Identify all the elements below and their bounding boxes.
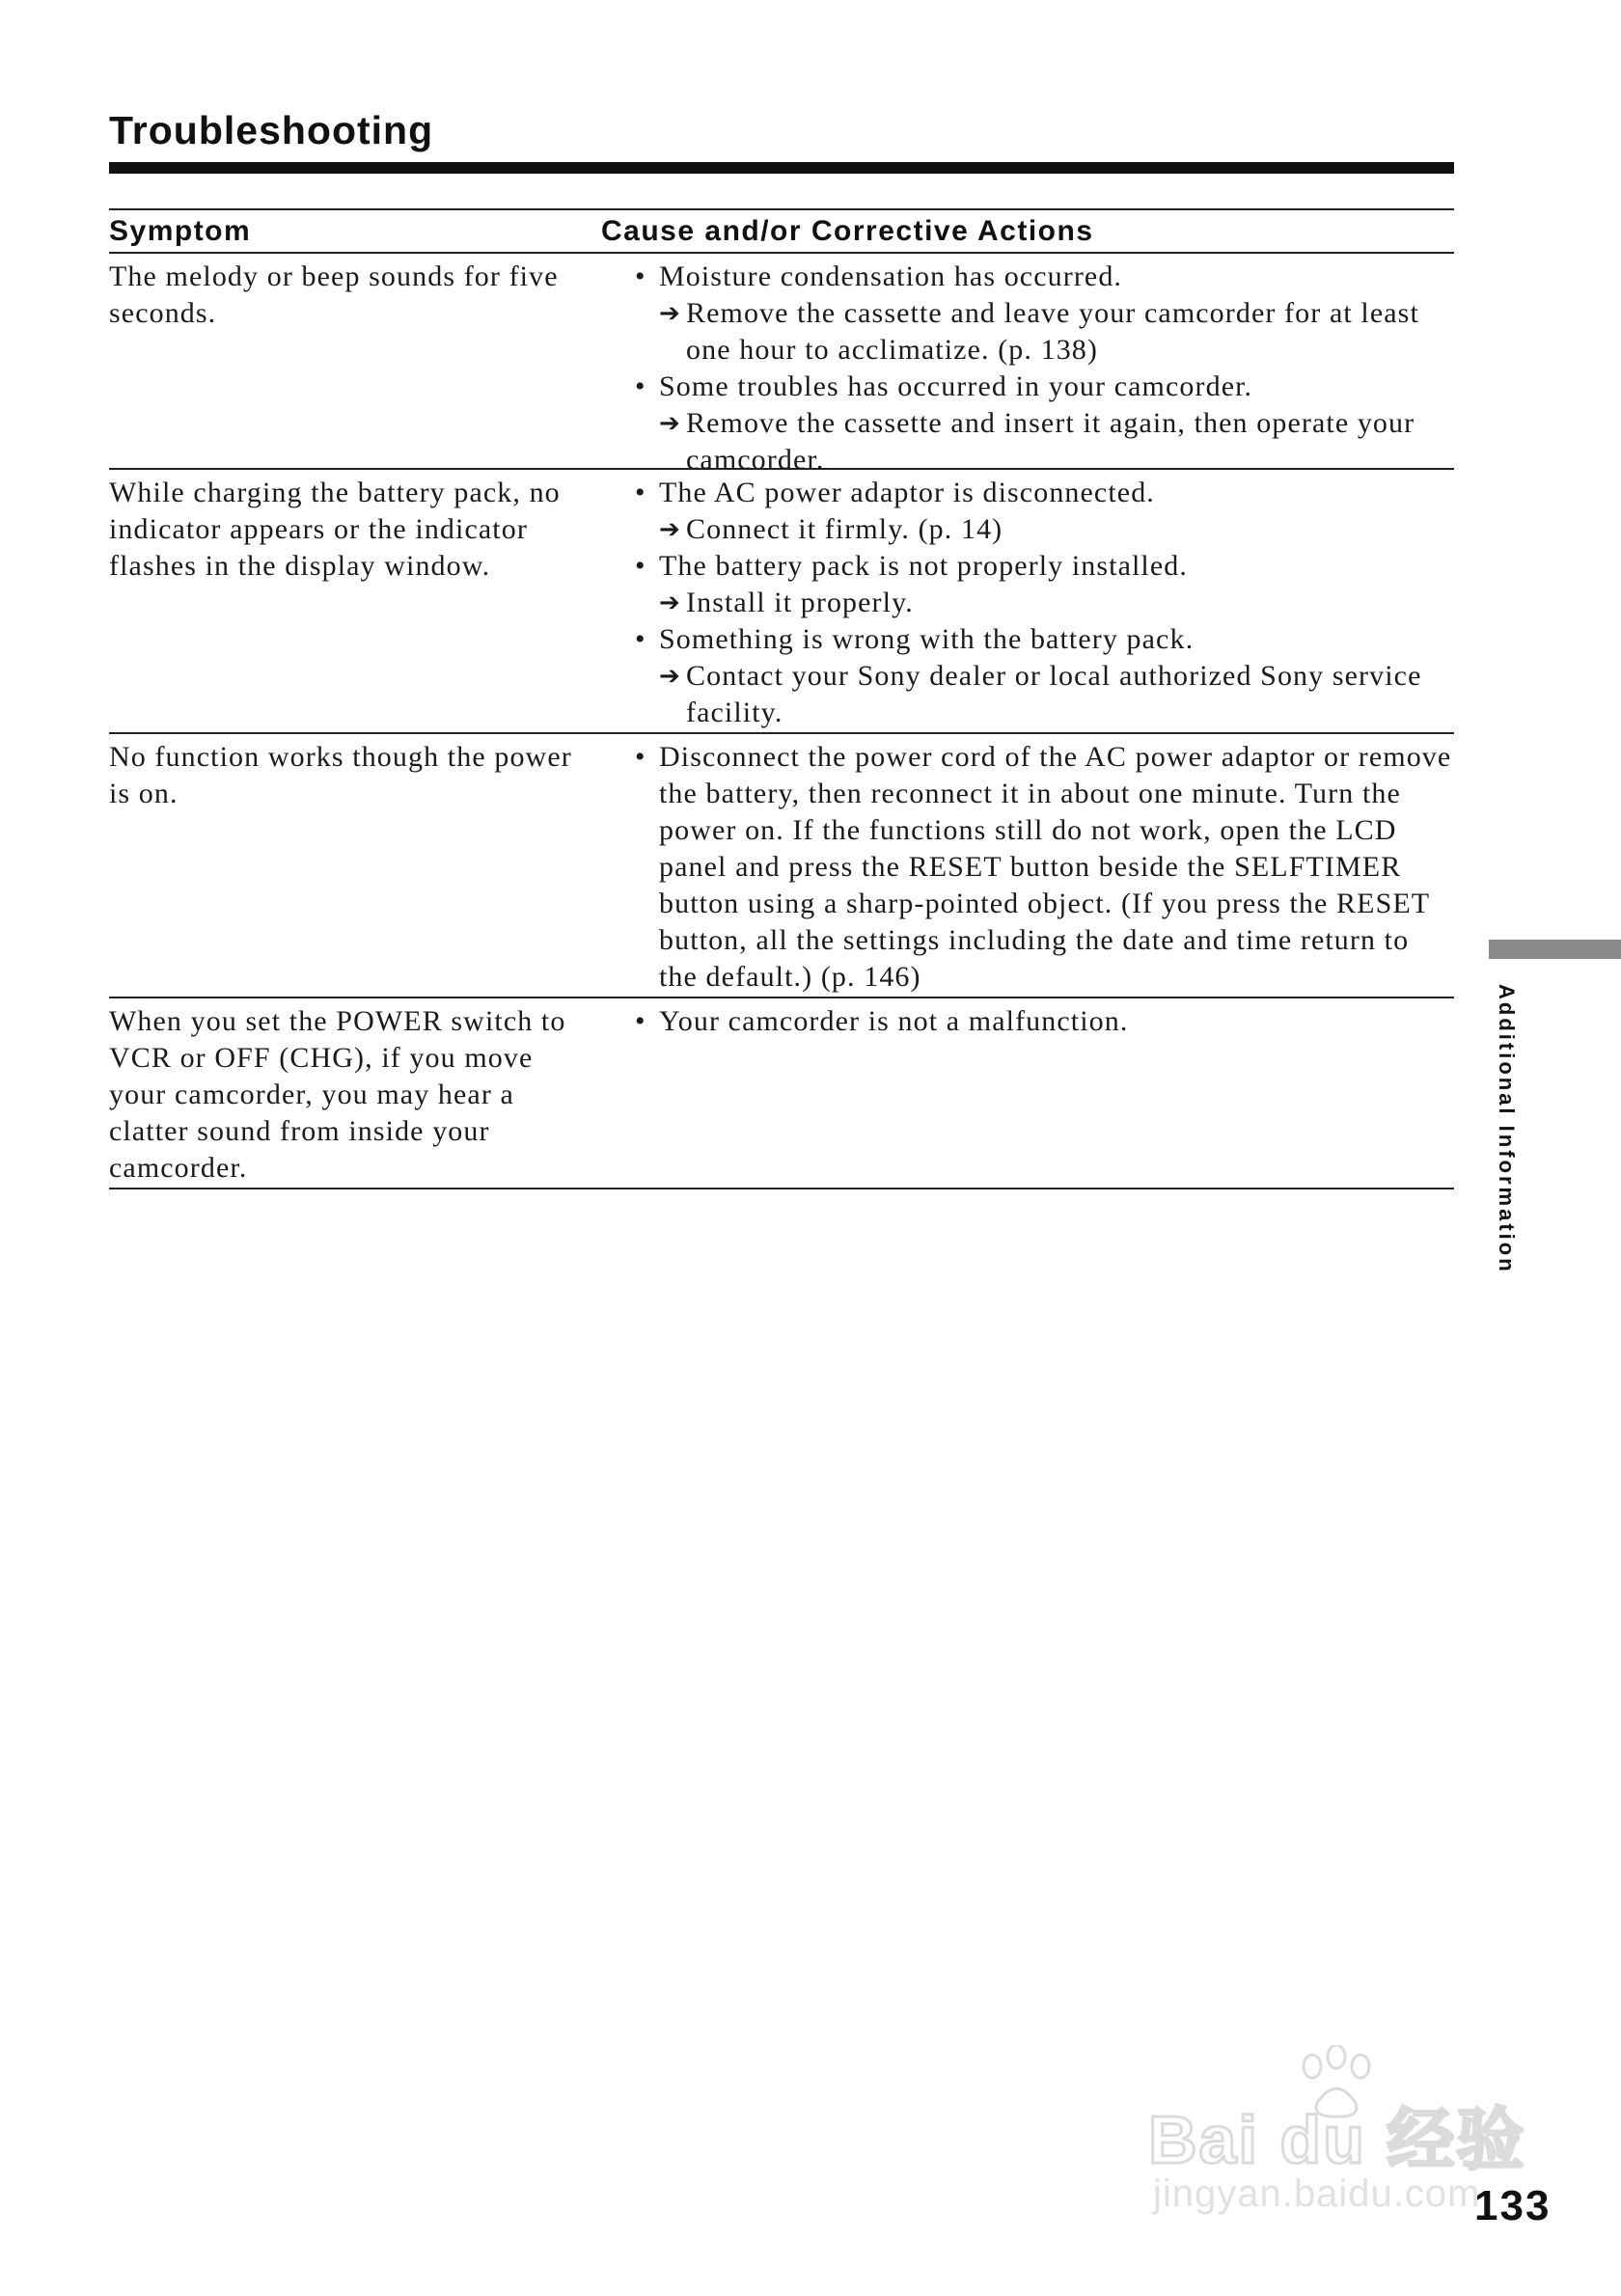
corrective-action — [635, 511, 1454, 548]
cause-item: • Your camcorder is not a malfunction. — [635, 1003, 1454, 1040]
page-title: Troubleshooting — [109, 108, 434, 152]
arrow-right-icon: ➔ — [659, 409, 681, 438]
arrow-right-icon: ➔ — [659, 588, 681, 617]
cause-item: • The battery pack is not properly installed. — [635, 548, 1454, 585]
arrow-right-icon: ➔ — [659, 662, 681, 691]
table-row — [109, 254, 1454, 476]
corrective-action — [635, 585, 1454, 621]
action-text: Remove the cassette and leave your camcorder for at least one hour to acclimatize. (p. 138) — [686, 297, 1419, 366]
cause-cell — [601, 254, 1454, 476]
corrective-action — [635, 658, 1454, 731]
action-text: Contact your Sony dealer or local authorized Sony service facility. — [686, 660, 1422, 728]
action-text: Install it properly. — [686, 587, 914, 618]
cause-item: • The AC power adaptor is disconnected. — [635, 475, 1454, 511]
watermark-brand: Bai du 经验 — [1148, 2102, 1526, 2177]
symptom-cell: No function works though the power is on. — [109, 741, 572, 809]
arrow-right-icon: ➔ — [659, 515, 681, 544]
header-symptom: Symptom — [109, 214, 252, 247]
cause-item: • Some troubles has occurred in your camcorder. — [635, 369, 1454, 405]
cause-item: • Disconnect the power cord of the AC power adaptor or remove the battery, then reconnect it in about one minute. Turn the power on. If the functions still do not work, open the LCD panel and press the RESET button beside the SELFTIMER button using a sharp-pointed object. (If you press the RESET button, all the settings including the date and time return to the default.) (p. 146) — [635, 739, 1454, 996]
cause-item: • Moisture condensation has occurred. — [635, 259, 1454, 295]
action-text: Connect it firmly. (p. 14) — [686, 513, 1003, 545]
section-tab-bar — [1489, 940, 1621, 959]
page-number: 133 — [1474, 2182, 1552, 2229]
symptom-cell: While charging the battery pack, no indicator appears or the indicator flashes in the display window. — [109, 477, 561, 582]
header-cause: Cause and/or Corrective Actions — [601, 214, 1094, 247]
table-row — [109, 470, 1454, 734]
cause-cell — [601, 470, 1454, 732]
troubleshooting-table — [109, 208, 1454, 1189]
arrow-right-icon: ➔ — [659, 299, 681, 328]
cause-item: • Something is wrong with the battery pack. — [635, 621, 1454, 658]
corrective-action — [635, 295, 1454, 369]
watermark-domain: jingyan.baidu.com — [1153, 2173, 1481, 2215]
symptom-cell: The melody or beep sounds for five seconds. — [109, 260, 559, 329]
corrective-action — [635, 405, 1454, 478]
title-rule — [109, 162, 1454, 174]
cause-cell — [601, 734, 1454, 997]
table-header — [109, 208, 1454, 254]
cause-cell — [601, 998, 1454, 1188]
table-row — [109, 734, 1454, 998]
table-row — [109, 998, 1454, 1189]
section-tab-label: Additional Information — [1495, 984, 1519, 1274]
symptom-cell: When you set the POWER switch to VCR or OFF (CHG), if you move your camcorder, you may hear a clatter sound from inside your camcorder. — [109, 1005, 566, 1184]
action-text: Remove the cassette and insert it again, then operate your camcorder. — [686, 407, 1415, 476]
